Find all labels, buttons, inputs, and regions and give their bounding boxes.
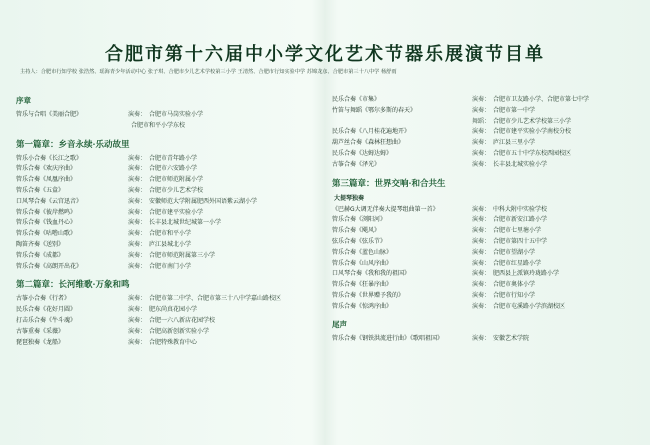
performer-name: 合肥市师范附属小学 [149,176,204,184]
program-title: 管乐合奏《彼岸燃鸣》 [16,208,77,216]
performer [472,259,642,270]
program-item [16,251,316,262]
role-label: 演奏： [472,96,491,103]
program-item [16,164,316,175]
program-item [16,229,316,240]
program-title: 弦乐合奏《弦乐节》 [332,237,387,245]
performer-name: 合肥市望湖小学 [493,248,536,256]
role-label: 演奏： [472,216,491,224]
role-label: 演奏： [128,306,147,314]
role-label: 演奏： [472,291,491,299]
performer [472,160,642,171]
performer-name: 肥东尚真花园小学 [149,306,198,314]
program-item [332,280,642,291]
part2-list [16,294,316,348]
performer-name: 合肥市卫友路小学、合肥市第七中学 [493,96,590,103]
performer [128,229,298,240]
role-label: 演奏： [472,281,491,289]
section-heading-part3: 第三篇章：世界交响·和合共生 [332,178,446,189]
program-item [332,334,642,345]
role-label: 演奏： [128,230,147,238]
program-title: 管乐小合奏《长江之歌》 [16,154,83,162]
program-title: 管乐合奏《五盒》 [16,186,65,194]
role-label: 演奏： [472,149,491,157]
program-title: 民乐合奏《达姆达姆》 [332,149,393,157]
section-heading-prelude: 序章 [16,96,31,105]
performer-name: 肥西县上派镇玲珑路小学 [493,270,560,278]
right-column [332,95,642,344]
performer-name: 合肥市第四十五中学 [493,237,548,245]
performer [128,262,298,273]
subheading-cello-solo: 大提琴独奏 [334,194,365,202]
program-item [16,197,316,208]
program-title: 古筝合奏《泽光》 [332,160,381,168]
program-item [332,226,642,237]
role-label: 演奏： [128,186,147,194]
performer-name: 合肥市建平实验小学 [149,208,204,216]
program-title: 打击乐合奏《牛斗魂》 [16,316,77,324]
role-label: 演奏： [128,295,147,303]
program-title: 竹笛与舞蹈《鄂尔多斯的春天》 [332,106,417,114]
performer-name: 长丰县北城实验小学 [493,160,548,168]
program-item [16,338,316,349]
performer-name: 合肥市马岗实验小学 [149,111,204,118]
program-item [16,208,316,219]
performer [472,149,642,160]
program-item [332,302,642,313]
program-item [16,305,316,316]
role-label: 演奏： [472,160,491,168]
program-item [16,186,316,197]
role-label: 演奏： [128,208,147,216]
program-item [332,215,642,226]
performer-name: 长丰县北城世纪城第一小学 [149,219,222,227]
performer-name: 合肥市五十中学东校西园校区 [493,149,572,157]
performer-name: 合肥市少儿艺术学校 [149,186,204,194]
program-title: 管乐合奏《世界赠予我的》 [332,291,405,299]
program-item [16,294,316,305]
performer [472,237,642,248]
performer [128,327,298,338]
performer [472,269,642,280]
performer-name: 中科大附中实验学校 [493,205,548,213]
program-title: 管乐合奏《浏阳河》 [332,216,387,224]
program-item [16,110,316,121]
role-label: 演奏： [128,111,147,118]
program-title: 管乐合奏《惊鸿序曲》 [332,302,393,310]
program-item [332,95,642,106]
role-label: 演奏： [128,197,147,205]
role-label: 演奏： [128,316,147,324]
program-title: 民乐合奏《花好月圆》 [16,306,77,314]
program-item [332,127,642,138]
program-item [16,175,316,186]
performer [128,338,298,349]
role-label: 演奏： [472,139,491,147]
program-title: 管乐合奏《狂暴序曲》 [332,281,393,289]
role-label: 演奏： [472,106,491,114]
performer [472,215,642,226]
program-item [332,149,642,160]
program-title: 古筝重奏《采薇》 [16,327,65,335]
performer-name: 合肥市屯溪路小学滨湖校区 [493,302,566,310]
role-label: 演奏： [128,262,147,270]
section-heading-part2: 第二篇章：长河维歌·万象和鸣 [16,280,130,291]
prelude-list [16,110,316,132]
program-title: 管乐合奏《蓝色山脉》 [332,248,393,256]
performer [128,186,298,197]
role-label: 演奏： [472,205,491,213]
performer-name: 合肥高新创新实验小学 [149,327,210,335]
role-label: 舞蹈： [472,117,491,125]
performer-name: 安徽艺术学院 [493,334,530,342]
performer [128,121,298,132]
performer-name: 庐江县城北小学 [149,240,192,248]
performer [128,316,298,327]
performer-name: 合肥市新安江路小学 [493,216,548,224]
hosts-line: 主持人：合肥市行知学校 张浩然、瑶海青少年活动中心 张子琪、合肥市少儿艺术学校第三小学 王清然、合肥市行知实验中学 苏锦龙彦、合肥市第三十八中学 杨舒雨 [20,69,397,75]
performer [128,208,298,219]
performer [128,175,298,186]
performer [472,138,642,149]
program-title: 管乐合奏《山风序曲》 [332,259,393,267]
left-column [16,95,316,348]
role-label: 演奏： [128,338,147,346]
program-item [16,121,316,132]
performer-name: 合肥市行知小学 [493,291,536,299]
program-title: 管乐合奏《成都》 [16,251,65,259]
finale-list [332,334,642,345]
right-top-list [332,95,642,171]
program-title: 管乐合奏《凤凰序曲》 [16,176,77,184]
performer [472,106,642,117]
program-item [16,240,316,251]
performer [472,291,642,302]
role-label: 演奏： [472,270,491,278]
performer-name: 合肥市第二中学、合肥市第三十八中学嘉山路校区 [149,295,282,303]
performer-name: 合肥市南门小学 [149,262,192,270]
performer [128,240,298,251]
program-title: 民乐合奏《八月桂花遍地开》 [332,128,411,136]
performer-name: 合肥市青年路小学 [149,154,198,162]
program-item [332,117,642,128]
performer [472,248,642,259]
role-label: 演奏： [472,334,491,342]
role-label: 演奏： [472,237,491,245]
role-label: 演奏： [128,240,147,248]
page-title: 合肥市第十六届中小学文化艺术节器乐展演节目单 [105,44,545,65]
performer [472,117,642,128]
program-title: 陶笛齐奏《送别》 [16,240,65,248]
performer-name: 合肥市七里塘小学 [493,227,542,235]
program-title: 民乐合奏《市集》 [332,96,381,103]
role-label: 演奏： [472,302,491,310]
program-item [16,154,316,165]
performer-name: 合肥市奥体小学 [493,281,536,289]
section-heading-part1: 第一篇章：乡音永续·乐动故里 [16,139,130,150]
performer [472,226,642,237]
performer [472,205,642,216]
program-item [332,237,642,248]
program-item [16,262,316,273]
program-title: 口风琴合奏《我和我的祖国》 [332,270,411,278]
performer-name: 合肥市和平小学东校 [131,121,186,129]
performer-name: 合肥市师范附属第三小学 [149,251,216,259]
program-title: 管乐合奏《高朗开出花》 [16,262,83,270]
performer [128,294,298,305]
program-title: 葫芦丝合奏《森林狂想曲》 [332,139,405,147]
role-label: 演奏： [472,128,491,136]
section-heading-finale: 尾声 [332,319,347,329]
part1-list [16,154,316,273]
program-item [332,248,642,259]
performer [128,305,298,316]
role-label: 演奏： [128,327,147,335]
performer-name: 合肥市红星路小学 [493,259,542,267]
role-label: 演奏： [128,219,147,227]
performer-name: 合肥市和平小学 [149,230,192,238]
performer [472,280,642,291]
performer [472,95,642,106]
performer [128,251,298,262]
program-item [332,269,642,280]
program-title: 琵琶独奏《龙船》 [16,338,65,346]
program-title: 管乐合奏《飓风》 [332,227,381,235]
performer-name: 庐江县三里小学 [493,139,536,147]
performer [472,334,642,345]
program-item [332,259,642,270]
role-label: 演奏： [128,251,147,259]
part3-list [332,205,642,313]
program-item [332,138,642,149]
performer-name: 合肥市建平实验小学南校分校 [493,128,572,136]
performer [128,218,298,229]
program-item [332,160,642,171]
performer-name: 合肥特殊教育中心 [149,338,198,346]
program-item [332,205,642,216]
program-title: 《巴赫G大调无伴奏大提琴组曲第一首》 [332,205,439,213]
performer-name: 合肥市第一中学 [493,106,536,114]
program-title: 管乐合奏《钱血丹心》 [16,219,77,227]
program-item [16,218,316,229]
performer [128,154,298,165]
program-title: 古筝小合奏《行者》 [16,295,71,303]
program-title [332,117,472,128]
performer-name: 合肥市六安路小学 [149,165,198,173]
performer [128,110,298,121]
performer [128,164,298,175]
role-label: 演奏： [128,176,147,184]
role-label: 演奏： [128,165,147,173]
performer-name: 合肥市少儿艺术学校第三小学 [493,117,572,125]
performer [472,127,642,138]
program-item [16,316,316,327]
role-label: 演奏： [472,248,491,256]
performer-name: 安徽师范大学附属肥西外国语紫云湖小学 [149,197,258,205]
program-title [16,121,128,132]
program-title: 管乐合奏《咕噜山歌》 [16,230,77,238]
performer [472,302,642,313]
performer-name: 合肥一六八新店花园学校 [149,316,216,324]
role-label: 演奏： [472,259,491,267]
program-item [16,327,316,338]
program-item [332,106,642,117]
program-title: 管乐合奏《钢铁洪流进行曲》《歌唱祖国》 [332,334,444,342]
performer [128,197,298,208]
program-title: 管乐合奏《欢庆序曲》 [16,165,77,173]
program-item [332,291,642,302]
role-label: 演奏： [472,227,491,235]
program-title: 口风琴合奏《云宫迅音》 [16,197,83,205]
program-title: 管乐与合唱《美丽合肥》 [16,111,83,118]
role-label: 演奏： [128,154,147,162]
